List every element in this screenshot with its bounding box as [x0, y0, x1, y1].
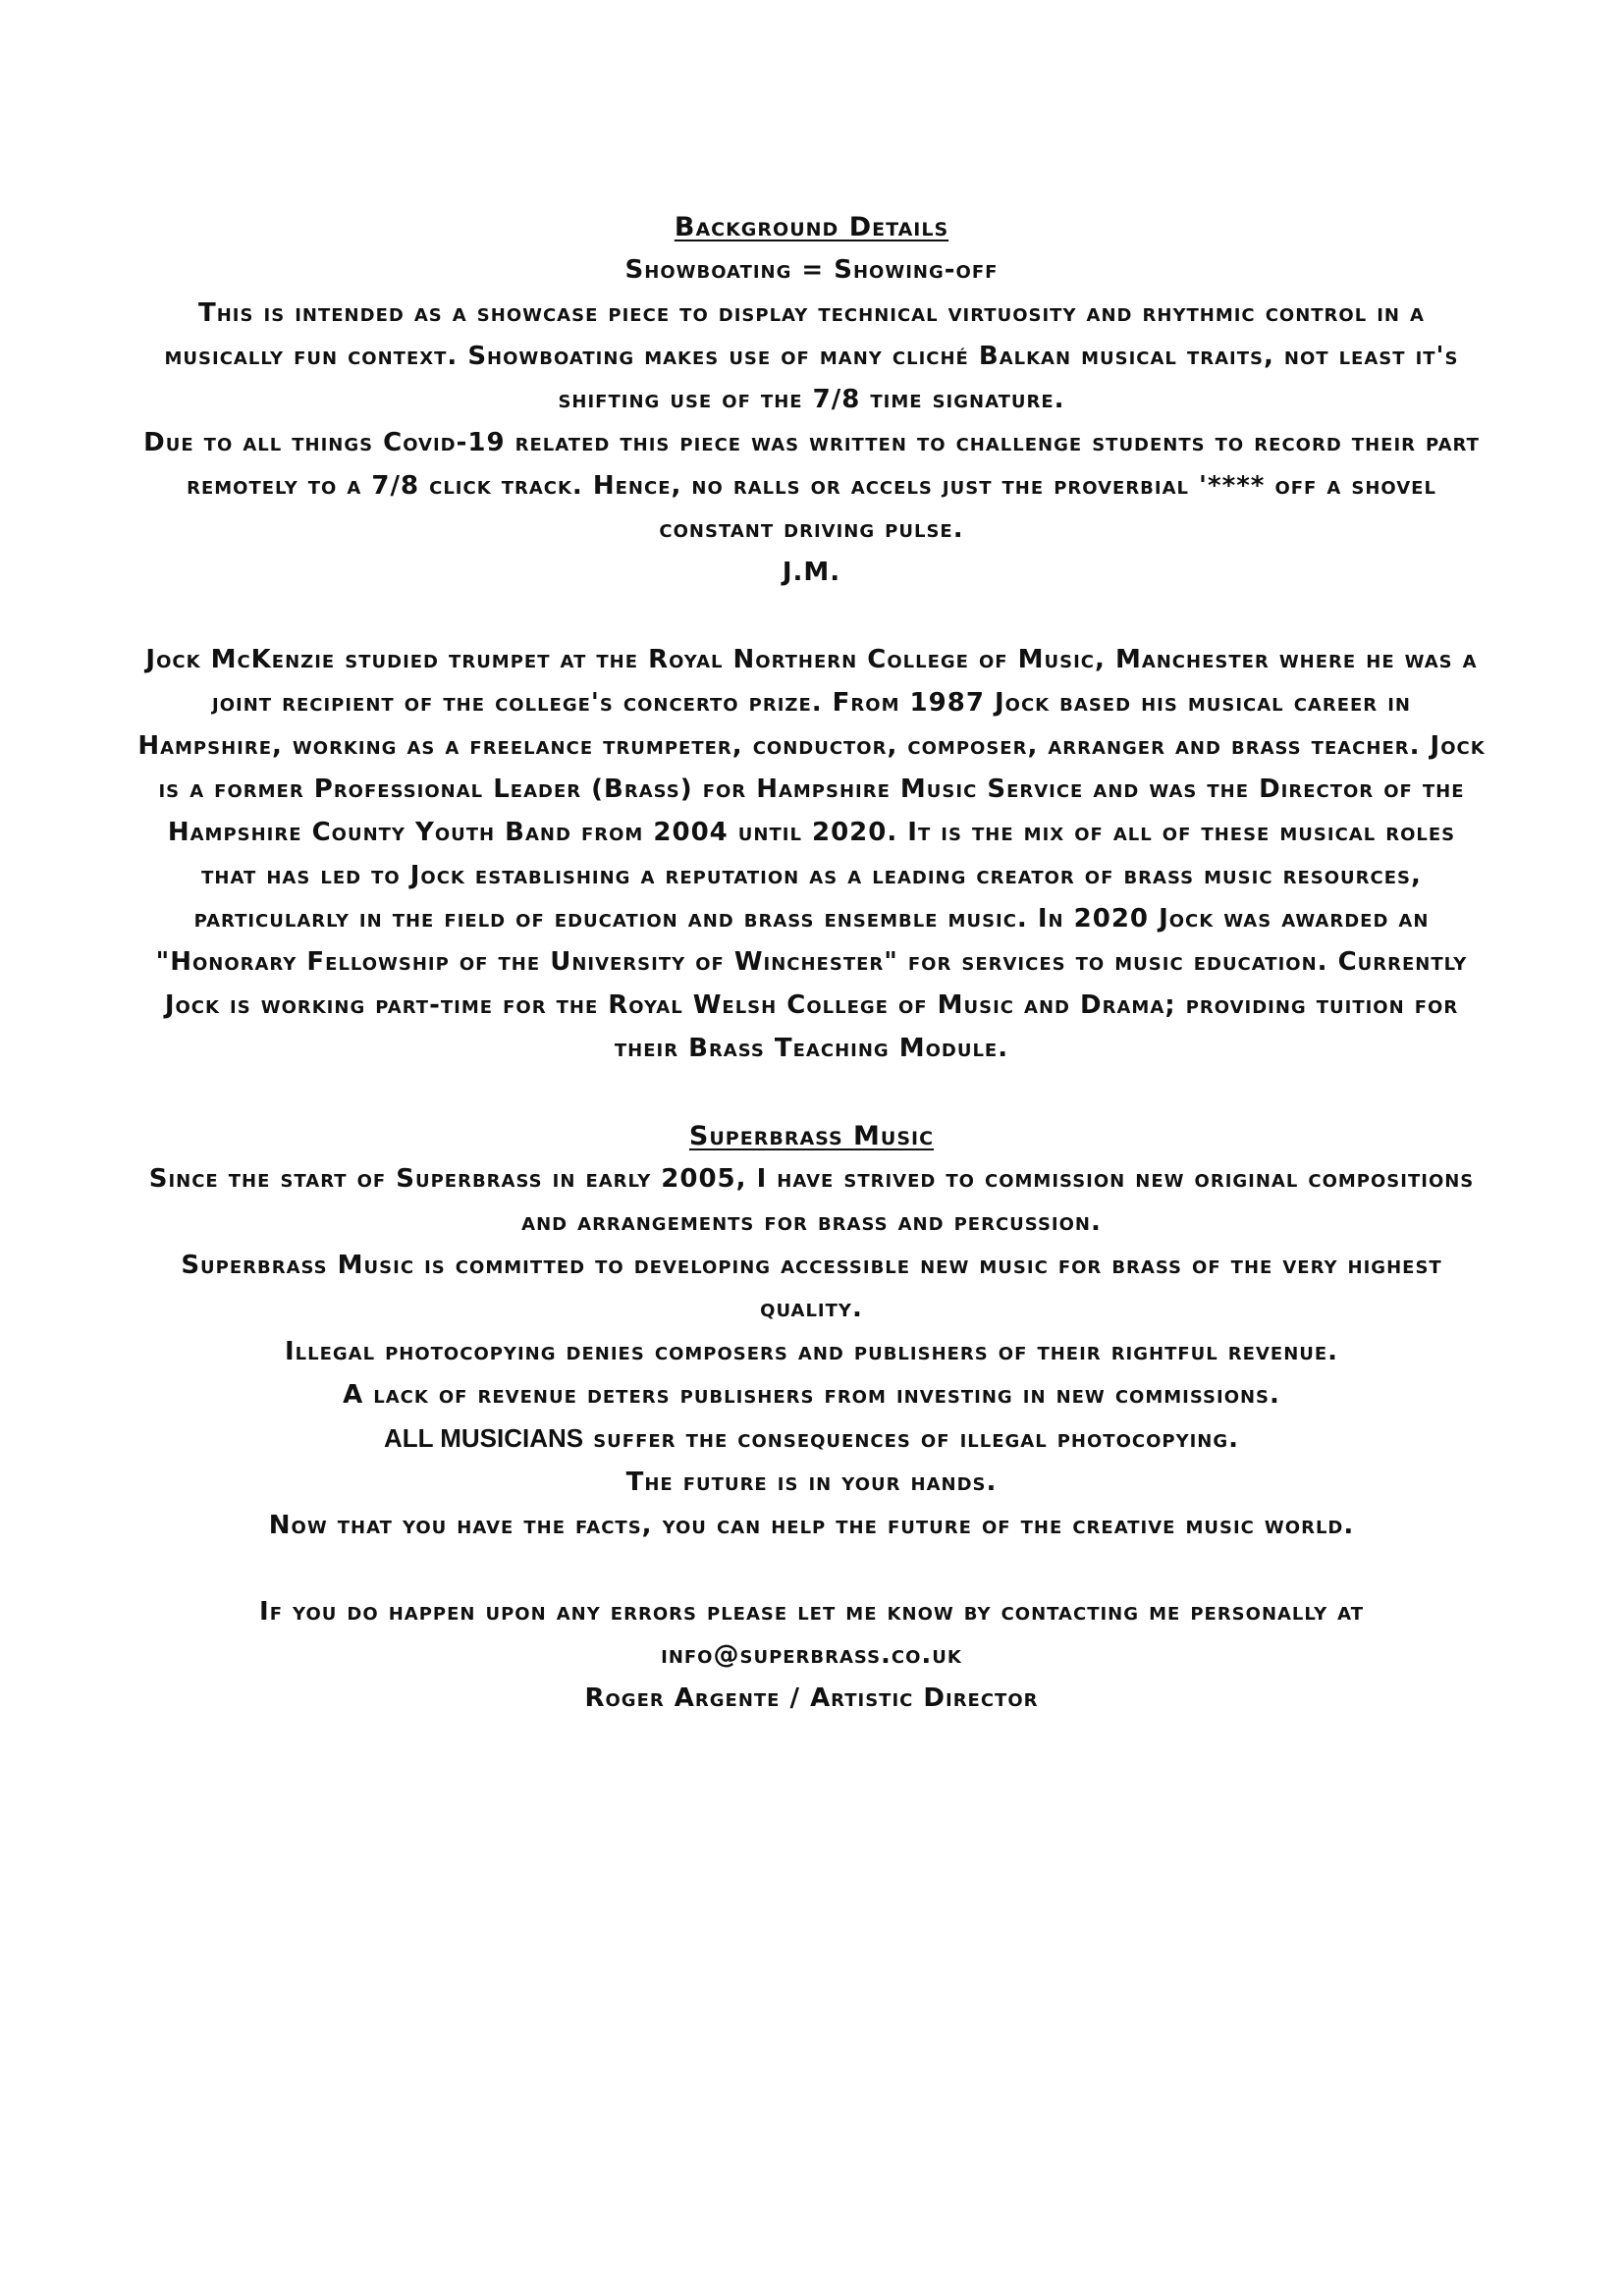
document-page — [137, 206, 1486, 1720]
background-initials: J.M. — [782, 558, 841, 587]
photocopy-line-1: Illegal photocopying denies composers and publishers of their rightful revenue. — [284, 1337, 1339, 1366]
biography-paragraph: Jock McKenzie studied trumpet at the Royal Northern College of Music, Manchester where he was a joint recipient of the college's concerto prize. From 1987 Jock based his musical career in Hampshire, working as a freelance trumpeter, conductor, composer, arranger and brass teacher. Jock is a former Professional Leader (Brass) for Hampshire Music Service and was the Director of the Hampshire County Youth Band from 2004 until 2020. It is the mix of all of these musical roles that has led to Jock establishing a reputation as a leading creator of brass music resources, particularly in the field of education and brass ensemble music. In 2020 Jock was awarded an "Honorary Fellowship of the University of Winchester" for services to music education. Currently Jock is working part-time for the Royal Welsh College of Music and Drama; providing tuition for their Brass Teaching Module. — [137, 645, 1486, 1063]
spacer — [137, 1547, 1486, 1590]
background-paragraph-2: Due to all things Covid-19 related this piece was written to challenge students to record their part remotely to a 7/8 click track. Hence, no ralls or accels just the proverbial '**** off a shovel constant driving pulse. — [143, 428, 1480, 544]
superbrass-heading: Superbrass Music — [688, 1121, 935, 1151]
spacer — [137, 1070, 1486, 1115]
contact-email: info@superbrass.co.uk — [661, 1640, 962, 1670]
contact-section — [137, 1590, 1486, 1720]
background-heading: Background Details — [674, 212, 949, 242]
superbrass-section — [137, 1115, 1486, 1547]
background-paragraph-1: This is intended as a showcase piece to display technical virtuosity and rhythmic control in a musically fun context. Showboating makes use of many cliché Balkan musical traits, not least it's shifting use of the 7/8 time signature. — [164, 298, 1459, 414]
photocopy-line-5: Now that you have the facts, you can help the future of the creative music world. — [268, 1511, 1355, 1540]
photocopy-line-2: A lack of revenue deters publishers from investing in new commissions. — [343, 1380, 1280, 1410]
biography-section — [137, 638, 1486, 1070]
background-section — [137, 206, 1486, 594]
photocopy-line-3 — [137, 1416, 1486, 1461]
contact-text: If you do happen upon any errors please let me know by contacting me personally at — [259, 1597, 1364, 1627]
signature: Roger Argente / Artistic Director — [584, 1683, 1039, 1713]
superbrass-paragraph-1: Since the start of Superbrass in early 2005, I have strived to commission new original compositions and arrangements for brass and percussion. — [148, 1164, 1475, 1237]
superbrass-paragraph-2: Superbrass Music is committed to developing accessible new music for brass of the very highest quality. — [181, 1251, 1442, 1323]
background-subtitle: Showboating = Showing-off — [624, 255, 999, 285]
photocopy-line-3-rest: suffer the consequences of illegal photocopying. — [593, 1424, 1240, 1454]
all-musicians-emphasis: ALL MUSICIANS — [383, 1423, 584, 1453]
spacer — [137, 594, 1486, 638]
photocopy-line-4: The future is in your hands. — [625, 1468, 998, 1497]
